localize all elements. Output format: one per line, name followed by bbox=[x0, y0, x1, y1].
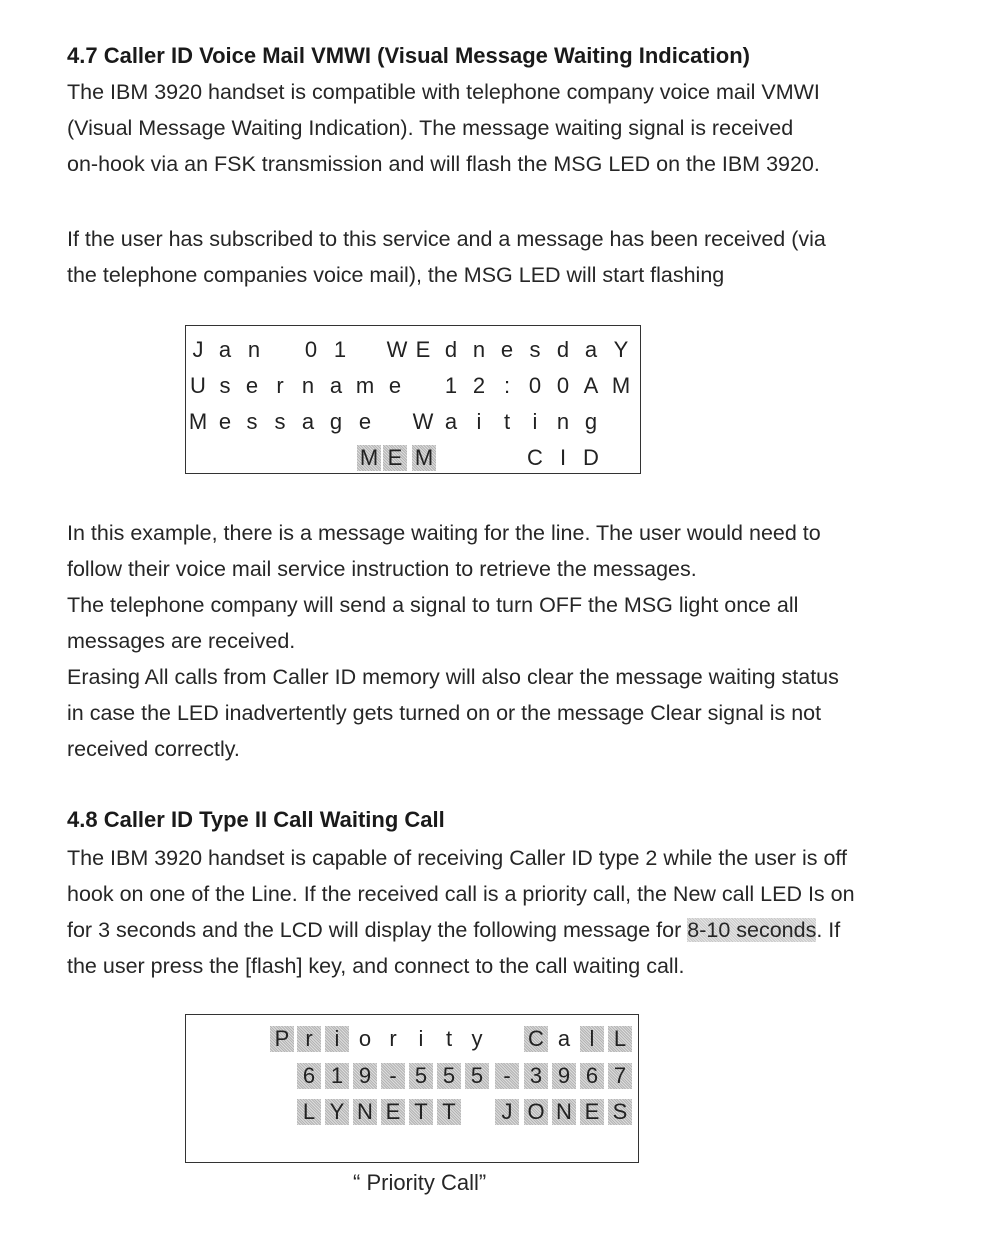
section-4-7-heading: 4.7 Caller ID Voice Mail VMWI (Visual Message Waiting Indication) bbox=[67, 43, 750, 68]
lcd-char: - bbox=[495, 1063, 519, 1089]
lcd-char: M bbox=[412, 445, 436, 471]
text-line: the user press the [flash] key, and connect to the call waiting call. bbox=[67, 954, 685, 978]
lcd-char: W bbox=[412, 409, 434, 434]
lcd-char: M bbox=[611, 373, 631, 398]
text-line: The IBM 3920 handset is capable of receiving Caller ID type 2 while the user is off bbox=[67, 846, 847, 870]
lcd-char: E bbox=[381, 1099, 405, 1125]
lcd-char: d bbox=[556, 337, 570, 362]
lcd-char: E bbox=[383, 445, 407, 471]
lcd-char: i bbox=[418, 1026, 424, 1051]
lcd-char: E bbox=[415, 337, 431, 362]
lcd-char: 5 bbox=[409, 1063, 433, 1089]
lcd-char: t bbox=[503, 409, 511, 434]
lcd-char: 0 bbox=[304, 337, 318, 362]
lcd-char: r bbox=[297, 1026, 321, 1052]
lcd-char: M bbox=[188, 409, 208, 434]
lcd-char: m bbox=[355, 373, 375, 398]
lcd-char: a bbox=[301, 409, 315, 434]
lcd-char: i bbox=[325, 1026, 349, 1052]
lcd-char: : bbox=[503, 373, 511, 398]
lcd-char: r bbox=[276, 373, 284, 398]
lcd-char: e bbox=[388, 373, 402, 398]
lcd-char: e bbox=[500, 337, 514, 362]
lcd-char: 0 bbox=[556, 373, 570, 398]
lcd-char: 6 bbox=[580, 1063, 604, 1089]
lcd-char: J bbox=[192, 337, 204, 362]
lcd-char: e bbox=[245, 373, 259, 398]
lcd-char: 2 bbox=[472, 373, 486, 398]
lcd-display-message-waiting bbox=[185, 325, 641, 474]
lcd-char: I bbox=[559, 445, 567, 470]
lcd-char: s bbox=[529, 337, 541, 362]
lcd-char: N bbox=[552, 1099, 576, 1125]
text-line: hook on one of the Line. If the received call is a priority call, the New call LED Is on bbox=[67, 882, 855, 906]
text-line: The IBM 3920 handset is compatible with telephone company voice mail VMWI bbox=[67, 80, 820, 104]
lcd-char: i bbox=[532, 409, 538, 434]
text-line: the telephone companies voice mail), the MSG LED will start flashing bbox=[67, 263, 725, 287]
section-4-8-heading: 4.8 Caller ID Type II Call Waiting Call bbox=[67, 807, 445, 832]
lcd-char: U bbox=[190, 373, 206, 398]
lcd-char: r bbox=[389, 1026, 397, 1051]
text-line: (Visual Message Waiting Indication). The message waiting signal is received bbox=[67, 116, 794, 140]
text-line: messages are received. bbox=[67, 629, 296, 653]
lcd-char: 9 bbox=[552, 1063, 576, 1089]
lcd-char: n bbox=[556, 409, 570, 434]
lcd-char: g bbox=[329, 409, 343, 434]
text-segment: for 3 seconds and the LCD will display the following message for bbox=[67, 918, 688, 942]
lcd-char: e bbox=[218, 409, 232, 434]
lcd-char: n bbox=[301, 373, 315, 398]
lcd-char: 5 bbox=[465, 1063, 489, 1089]
lcd-char: n bbox=[472, 337, 486, 362]
lcd-char: 0 bbox=[528, 373, 542, 398]
lcd-char: O bbox=[524, 1099, 548, 1125]
lcd-char: l bbox=[580, 1026, 604, 1052]
text-line: in case the LED inadvertently gets turned on or the message Clear signal is not bbox=[67, 701, 822, 725]
lcd-char: D bbox=[583, 445, 599, 470]
lcd-char: 5 bbox=[437, 1063, 461, 1089]
lcd-char: s bbox=[274, 409, 286, 434]
highlighted-duration: 8-10 seconds bbox=[687, 918, 817, 942]
lcd-char: a bbox=[557, 1026, 571, 1051]
text-line: on-hook via an FSK transmission and will flash the MSG LED on the IBM 3920. bbox=[67, 152, 820, 176]
lcd-char: g bbox=[584, 409, 598, 434]
lcd-char: t bbox=[445, 1026, 453, 1051]
text-line: follow their voice mail service instruction to retrieve the messages. bbox=[67, 557, 697, 581]
lcd-char: a bbox=[584, 337, 598, 362]
lcd-char: 1 bbox=[325, 1063, 349, 1089]
lcd-char: E bbox=[580, 1099, 604, 1125]
lcd-char: 3 bbox=[524, 1063, 548, 1089]
lcd-char: 1 bbox=[333, 337, 347, 362]
lcd-char: L bbox=[608, 1026, 632, 1052]
lcd-char: y bbox=[471, 1026, 483, 1051]
lcd-char: n bbox=[247, 337, 261, 362]
lcd-char: 1 bbox=[444, 373, 458, 398]
lcd-char: a bbox=[329, 373, 343, 398]
lcd-char: W bbox=[386, 337, 408, 362]
lcd-char: i bbox=[476, 409, 482, 434]
lcd-char: 7 bbox=[608, 1063, 632, 1089]
lcd-char: C bbox=[524, 1026, 548, 1052]
lcd-char: Y bbox=[613, 337, 629, 362]
lcd-display-priority-call bbox=[185, 1014, 639, 1163]
lcd-char: a bbox=[218, 337, 232, 362]
section-4-7-explanation bbox=[67, 515, 839, 767]
lcd-char: s bbox=[219, 373, 231, 398]
lcd-char: o bbox=[358, 1026, 372, 1051]
section-4-7-intro bbox=[67, 74, 820, 182]
lcd-char: T bbox=[409, 1099, 433, 1125]
lcd-char: s bbox=[246, 409, 258, 434]
lcd-char: a bbox=[444, 409, 458, 434]
section-4-8-text bbox=[67, 840, 855, 984]
lcd-char: - bbox=[381, 1063, 405, 1089]
text-line: If the user has subscribed to this service and a message has been received (via bbox=[67, 227, 826, 251]
lcd-char: M bbox=[357, 445, 381, 471]
text-line: In this example, there is a message waiting for the line. The user would need to bbox=[67, 521, 821, 545]
lcd-char: 9 bbox=[353, 1063, 377, 1089]
lcd-caption: “ Priority Call” bbox=[353, 1170, 487, 1195]
lcd-char: P bbox=[270, 1026, 294, 1052]
text-line: Erasing All calls from Caller ID memory will also clear the message waiting status bbox=[67, 665, 839, 689]
text-line: received correctly. bbox=[67, 737, 240, 761]
text-line bbox=[67, 912, 855, 948]
text-segment: . If bbox=[816, 918, 841, 942]
lcd-char: 6 bbox=[297, 1063, 321, 1089]
lcd-char: S bbox=[608, 1099, 632, 1125]
lcd-char: Y bbox=[325, 1099, 349, 1125]
lcd-char: C bbox=[527, 445, 543, 470]
lcd-char: e bbox=[358, 409, 372, 434]
lcd-char: A bbox=[583, 373, 599, 398]
lcd-char: N bbox=[353, 1099, 377, 1125]
lcd-char: d bbox=[444, 337, 458, 362]
section-4-7-subscription-text bbox=[67, 221, 826, 293]
text-line: The telephone company will send a signal to turn OFF the MSG light once all bbox=[67, 593, 799, 617]
lcd-char: L bbox=[297, 1099, 321, 1125]
lcd-char: J bbox=[495, 1099, 519, 1125]
lcd-char: T bbox=[437, 1099, 461, 1125]
